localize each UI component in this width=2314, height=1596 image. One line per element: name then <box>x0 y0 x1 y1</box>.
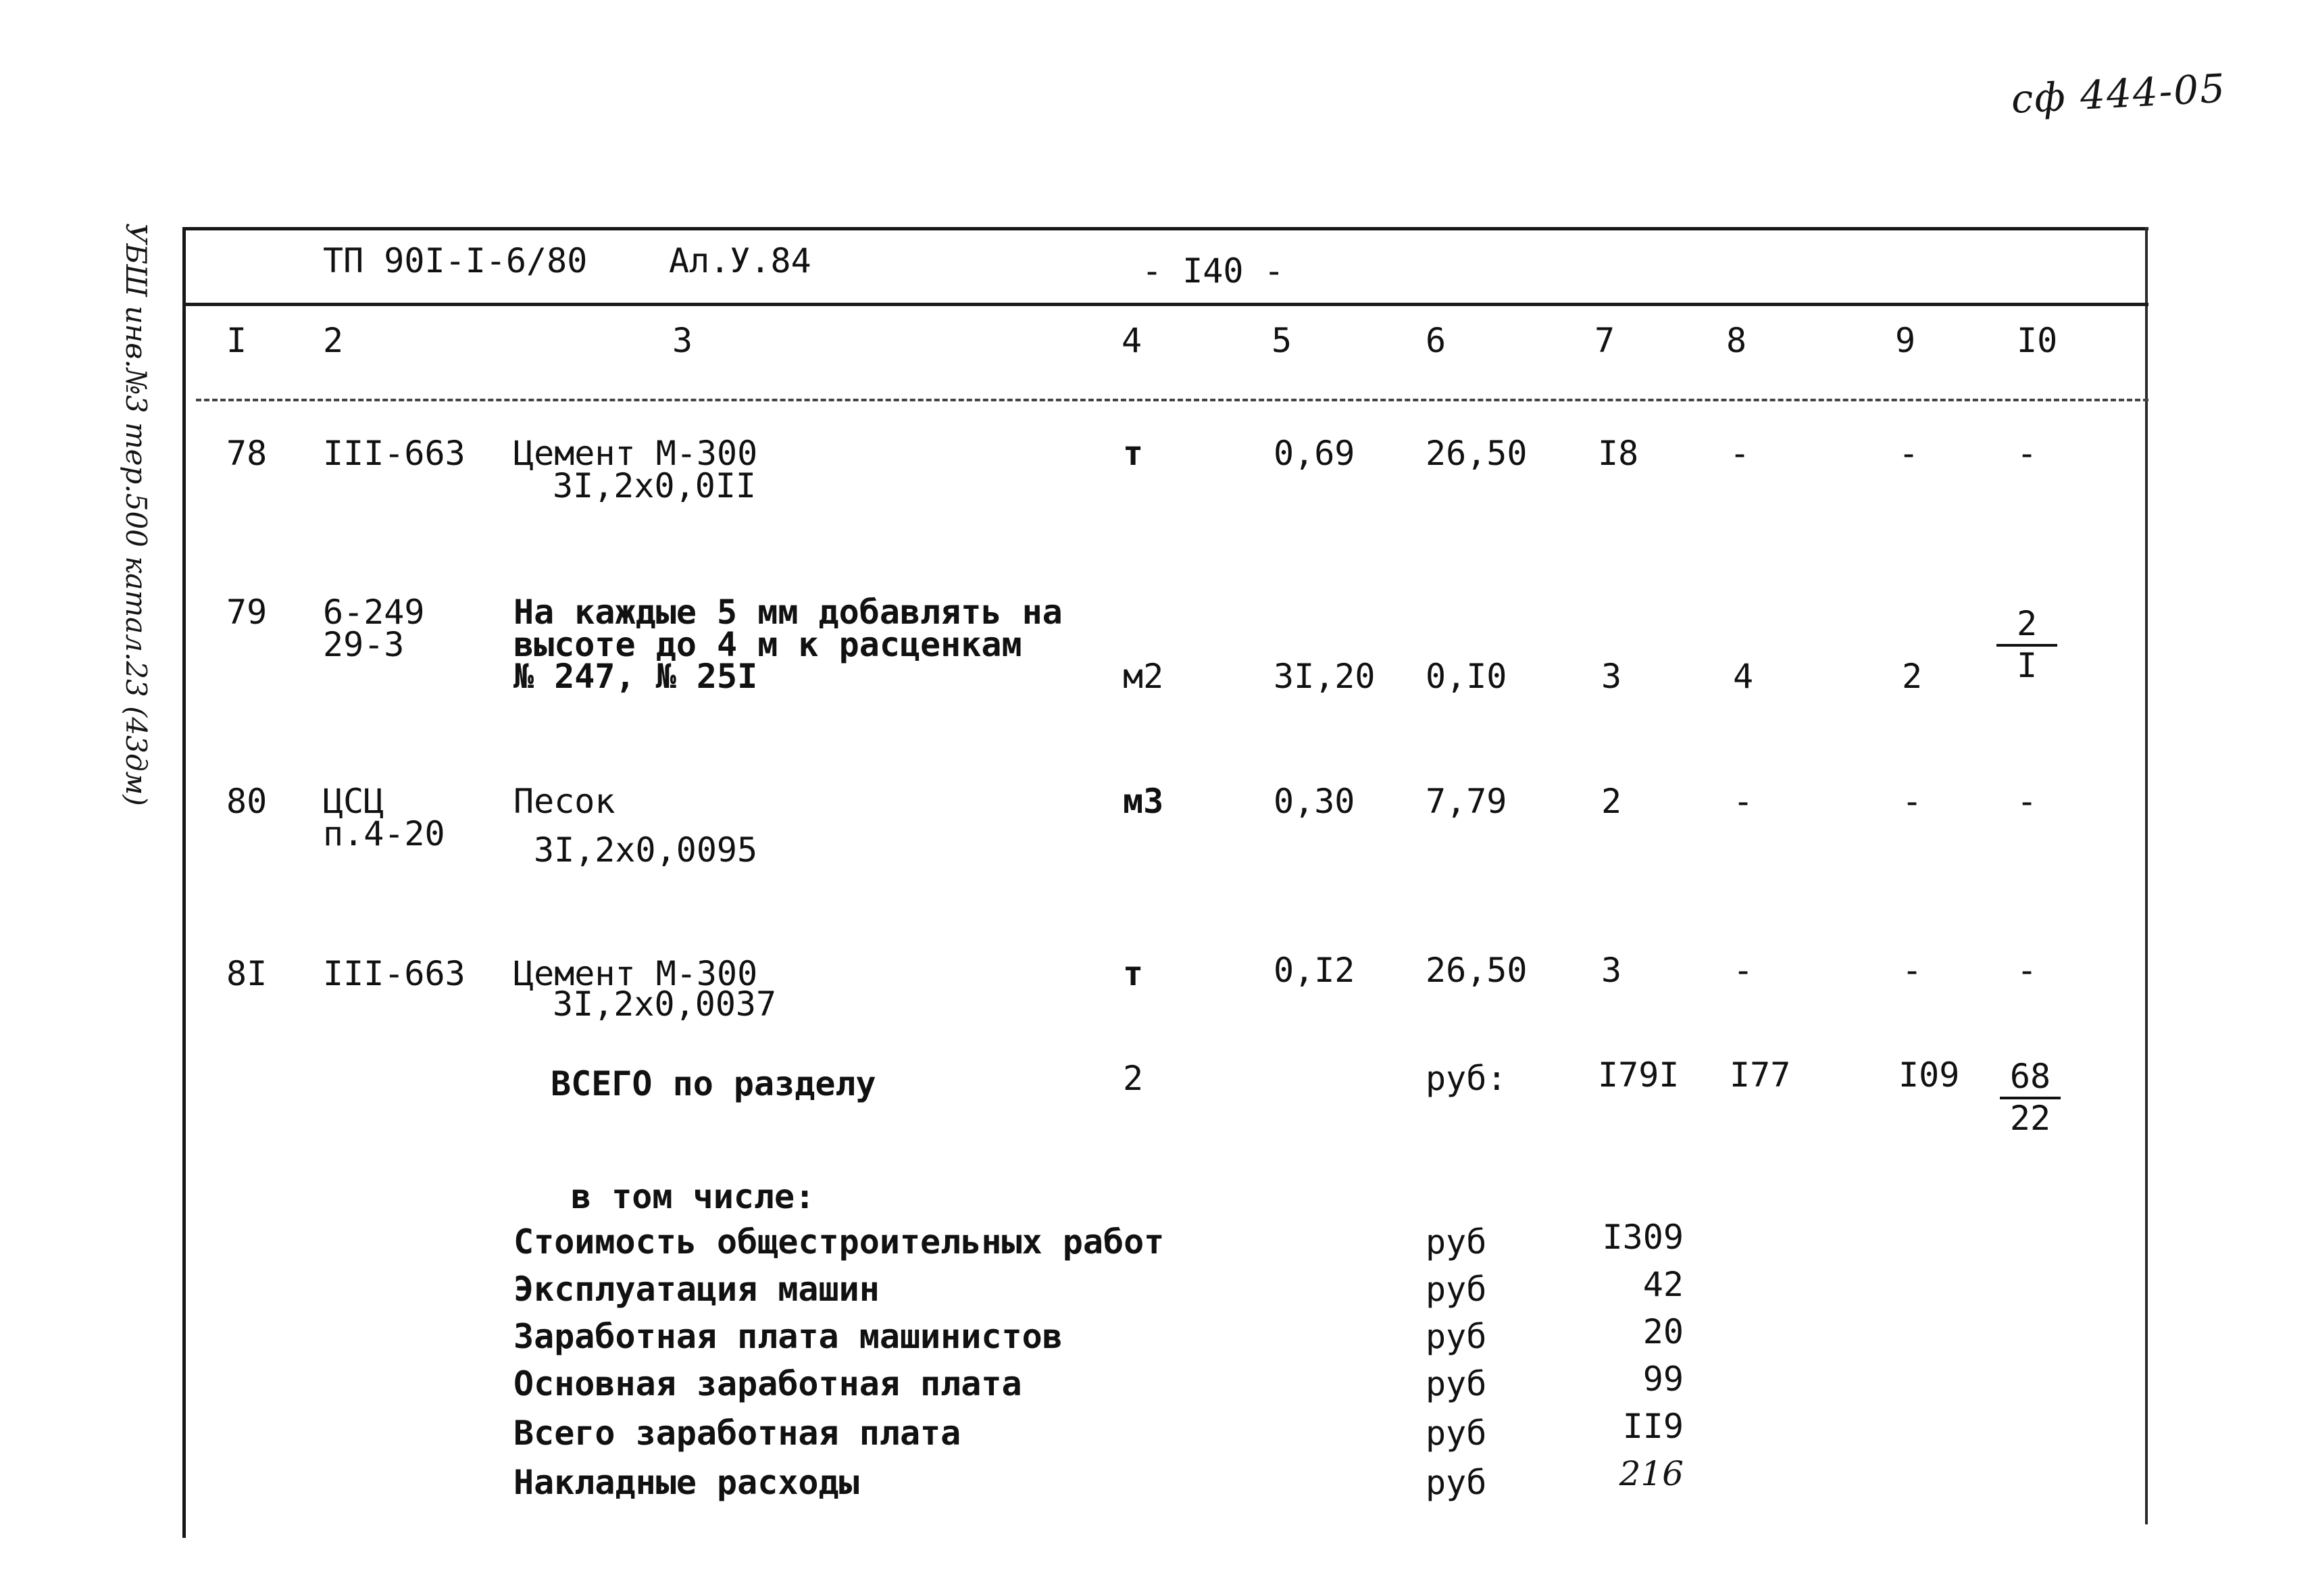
row-quantity: 0,I2 <box>1274 951 1355 990</box>
total-col10-fraction <box>2000 1057 2061 1137</box>
breakdown-item-label: Заработная плата машинистов <box>513 1317 1063 1356</box>
breakdown-item-label: Основная заработная плата <box>513 1364 1022 1403</box>
row-number: 78 <box>226 434 268 473</box>
row-quantity: 0,69 <box>1274 434 1355 473</box>
row-col7: 3 <box>1601 657 1622 696</box>
row-col7: 3 <box>1601 951 1622 990</box>
row-number: 8I <box>226 954 268 993</box>
row-description-line: высоте до 4 м к расценкам <box>513 625 1022 664</box>
row-col10-fraction <box>1996 605 2057 684</box>
row-col7: I8 <box>1598 434 1639 473</box>
breakdown-item-unit: руб <box>1426 1270 1487 1309</box>
row-description-line: № 247, № 25I <box>513 657 758 696</box>
row-price: 26,50 <box>1426 951 1528 990</box>
breakdown-item-unit: руб <box>1426 1317 1487 1356</box>
breakdown-item-unit: руб <box>1426 1222 1487 1262</box>
row-col9: - <box>1902 782 1923 821</box>
breakdown-item-value: 42 <box>1642 1265 1684 1304</box>
column-header-1: I <box>226 321 247 360</box>
breakdown-item-value: II9 <box>1622 1407 1684 1446</box>
handwritten-archive-code: сф 444-05 <box>2010 65 2228 122</box>
frame-top-border <box>182 227 2148 230</box>
fraction-denominator: I <box>2016 646 2038 685</box>
row-description-line: Цемент М-300 <box>513 434 758 473</box>
row-description-line: 3I,2х0,0037 <box>553 984 777 1024</box>
breakdown-heading: в том числе: <box>571 1177 815 1216</box>
frame-right-border <box>2145 227 2148 1524</box>
column-header-4: 4 <box>1122 321 1142 360</box>
row-col8: - <box>1730 434 1751 473</box>
row-code: ЦСЦ <box>323 782 384 821</box>
breakdown-item-label: Всего заработная плата <box>513 1414 961 1453</box>
column-header-3: 3 <box>672 321 693 360</box>
row-col8: 4 <box>1733 657 1754 696</box>
row-unit: м3 <box>1123 782 1164 821</box>
row-col10: - <box>2017 951 2038 990</box>
breakdown-item-value: I309 <box>1602 1218 1684 1257</box>
project-code: ТП 90I-I-6/80 <box>323 241 588 280</box>
row-code: 29-3 <box>323 625 405 664</box>
row-col7: 2 <box>1601 782 1622 821</box>
row-col10: - <box>2017 782 2038 821</box>
row-description-line: Цемент М-300 <box>513 954 758 993</box>
breakdown-item-value: 99 <box>1642 1360 1684 1399</box>
breakdown-item-unit: руб <box>1426 1364 1487 1403</box>
row-code: 6-249 <box>323 593 425 632</box>
row-description-line: Песок <box>513 782 615 821</box>
column-header-6: 6 <box>1426 321 1447 360</box>
album-code: Ал.У.84 <box>669 241 811 280</box>
total-col4: 2 <box>1123 1059 1144 1098</box>
column-header-2: 2 <box>323 321 344 360</box>
breakdown-item-unit: руб <box>1426 1414 1487 1453</box>
side-margin-note <box>120 223 153 806</box>
page-number: - I40 - <box>1142 251 1284 291</box>
breakdown-item-label: Стоимость общестроительных работ <box>513 1222 1165 1262</box>
column-header-8: 8 <box>1726 321 1747 360</box>
row-description-line: 3I,2х0,0II <box>553 466 757 505</box>
column-header-7: 7 <box>1594 321 1615 360</box>
fraction-numerator: 2 <box>1996 605 2057 647</box>
column-header-5: 5 <box>1272 321 1292 360</box>
header-rule <box>182 303 2148 306</box>
row-col8: - <box>1733 782 1754 821</box>
row-number: 80 <box>226 782 268 821</box>
frame-left-border <box>182 227 186 1538</box>
row-unit: т <box>1123 434 1144 473</box>
breakdown-item-unit: руб <box>1426 1463 1487 1502</box>
row-col9: - <box>1902 951 1923 990</box>
column-header-9: 9 <box>1895 321 1916 360</box>
breakdown-item-value: 216 <box>1619 1454 1684 1493</box>
row-code: п.4-20 <box>323 814 445 853</box>
total-col7: I79I <box>1598 1055 1680 1095</box>
row-code: III-663 <box>323 434 466 473</box>
column-header-rule <box>196 399 2148 401</box>
row-price: 26,50 <box>1426 434 1528 473</box>
total-col9: I09 <box>1898 1055 1960 1095</box>
row-description-line: На каждые 5 мм добавлять на <box>513 593 1063 632</box>
row-quantity: 0,30 <box>1274 782 1355 821</box>
fraction-denominator: 22 <box>2009 1099 2051 1138</box>
row-description-line: 3I,2х0,0095 <box>534 830 758 870</box>
row-number: 79 <box>226 593 268 632</box>
row-col9: 2 <box>1902 657 1923 696</box>
row-unit: т <box>1123 954 1144 993</box>
row-col10: - <box>2017 434 2038 473</box>
fraction-numerator: 68 <box>2000 1057 2061 1099</box>
row-code: III-663 <box>323 954 466 993</box>
row-price: 0,I0 <box>1426 657 1507 696</box>
row-unit: м2 <box>1123 657 1164 696</box>
row-price: 7,79 <box>1426 782 1507 821</box>
breakdown-item-value: 20 <box>1642 1312 1684 1351</box>
breakdown-item-label: Эксплуатация машин <box>513 1270 880 1309</box>
total-label: ВСЕГО по разделу <box>551 1064 876 1103</box>
row-col8: - <box>1733 951 1754 990</box>
row-quantity: 3I,20 <box>1274 657 1376 696</box>
side-margin-note-text: УБШ инв.№3 тер.500 катал.23 (43дм) <box>120 223 153 806</box>
total-col8: I77 <box>1730 1055 1791 1095</box>
column-header-10: I0 <box>2017 321 2058 360</box>
row-col9: - <box>1898 434 1919 473</box>
total-currency: руб: <box>1426 1059 1507 1098</box>
breakdown-item-label: Накладные расходы <box>513 1463 859 1502</box>
